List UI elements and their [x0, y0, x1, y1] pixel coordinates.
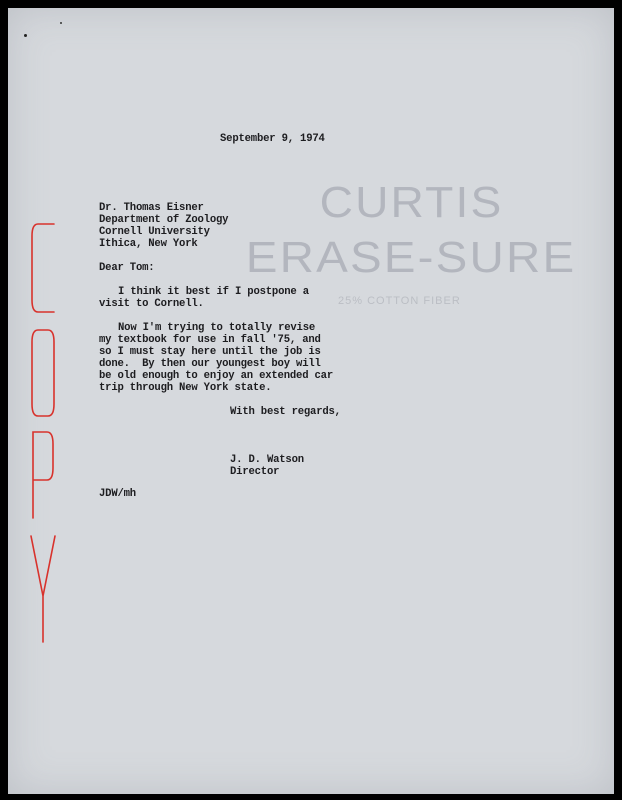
recipient-line: Ithica, New York: [99, 238, 198, 250]
paragraph-line: my textbook for use in fall '75, and: [99, 334, 321, 346]
typist-initials: JDW/mh: [99, 488, 136, 500]
paper-speck: [24, 34, 27, 37]
paragraph-line: be old enough to enjoy an extended car: [99, 370, 333, 382]
letter-page: [8, 8, 614, 794]
recipient-line: Department of Zoology: [99, 214, 229, 226]
watermark-brand: CURTIS: [319, 178, 504, 227]
signer-name: J. D. Watson: [230, 454, 304, 466]
signer-title: Director: [230, 466, 280, 478]
paragraph-line: done. By then our youngest boy will: [99, 358, 321, 370]
recipient-line: Cornell University: [99, 226, 210, 238]
letter-date: September 9, 1974: [220, 133, 325, 145]
watermark-fiber: 25% COTTON FIBER: [338, 295, 461, 307]
recipient-line: Dr. Thomas Eisner: [99, 202, 204, 214]
paragraph-line: Now I'm trying to totally revise: [118, 322, 316, 334]
copy-stamp: [28, 218, 58, 648]
paragraph-line: so I must stay here until the job is: [99, 346, 321, 358]
closing: With best regards,: [230, 406, 341, 418]
paper-speck: [60, 22, 62, 24]
paragraph-line: I think it best if I postpone a: [118, 286, 309, 298]
salutation: Dear Tom:: [99, 262, 155, 274]
paragraph-line: visit to Cornell.: [99, 298, 204, 310]
watermark-product: ERASE-SURE: [245, 233, 577, 282]
paragraph-line: trip through New York state.: [99, 382, 272, 394]
